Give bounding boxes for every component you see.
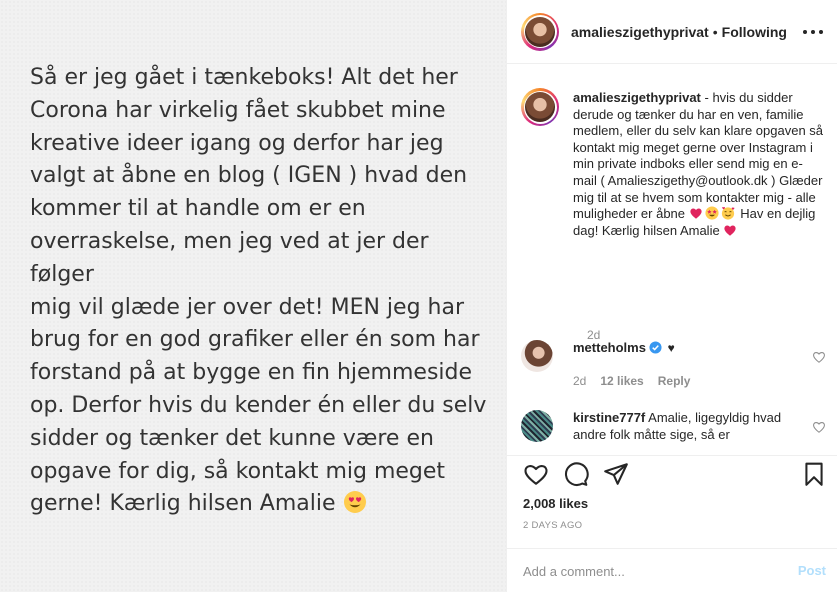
comment-timestamp[interactable]: 2d (573, 374, 587, 388)
caption-body: - hvis du sidder derude og tænker du har en ven, familie medlem, eller du selv kan klare opgaven så kontakt mig meget gerne over Instagram i min private indboks eller send mig en e-mail ( Amalieszigethy@outlook.dk ) Glæder mig til at se hvem som kontakter mig - alle muligheder er åbne (573, 90, 824, 222)
post-image-text-content: Så er jeg gået i tænkeboks! Alt det her Corona har virkelig fået skubbet mine kreative ideer igang og derfor har jeg valgt at åbne en blog ( IGEN ) hvad den kommer til at handle om er en overraskelse, men jeg ved at jer der følger mig vil glæde jer over det! MEN jeg har brug for en god grafiker eller én som har forstand på at bygge en fin hjemmeside op. Derfor hvis du kender én eller du selv sidder og tænker det kunne være en opgave for dig, så kontakt mig meget gerne! Kærlig hilsen Amalie (30, 65, 487, 517)
comment-reply-button[interactable]: Reply (657, 374, 691, 388)
caption-username-link[interactable]: amalieszigethyprivat (573, 90, 701, 105)
add-comment-input[interactable] (523, 561, 773, 581)
red-heart-icon (689, 206, 703, 220)
author-avatar[interactable] (521, 13, 559, 51)
likes-count-link[interactable]: 2,008 likes (523, 496, 589, 511)
post-age-timestamp[interactable]: 2 DAYS AGO (523, 520, 583, 531)
post-comment-button[interactable]: Post (797, 563, 826, 578)
more-options-icon[interactable] (803, 22, 823, 42)
comment-body: ♥ (667, 341, 675, 355)
like-heart-icon[interactable] (523, 461, 549, 487)
caption-text (573, 90, 825, 239)
verified-badge-icon (649, 341, 662, 354)
commenter-username-link[interactable]: kirstine777f (573, 410, 646, 425)
caption-body-end: Hav en dejlig dag! Kærlig hilsen Amalie (573, 206, 816, 238)
following-button[interactable]: Following (721, 23, 787, 40)
post-side-panel (506, 0, 837, 592)
post-image-text (30, 62, 490, 521)
add-comment-bar (507, 548, 837, 592)
commenter-avatar[interactable] (521, 340, 553, 372)
star-struck-emoji-icon (705, 206, 719, 220)
caption-avatar[interactable] (521, 88, 559, 126)
comment-text (573, 410, 795, 443)
smiling-hearts-emoji-icon (721, 206, 735, 220)
red-heart-icon (723, 223, 737, 237)
author-username-link[interactable]: amalieszigethyprivat (571, 23, 709, 40)
heart-eyes-emoji-icon (343, 490, 367, 514)
comment-likes-link[interactable]: 12 likes (600, 374, 644, 388)
bookmark-save-icon[interactable] (801, 461, 827, 487)
caption-timestamp[interactable]: 2d (587, 328, 601, 342)
commenter-avatar[interactable] (521, 410, 553, 442)
share-paper-plane-icon[interactable] (603, 461, 629, 487)
comment-meta (573, 374, 690, 388)
comment-like-heart-icon[interactable] (812, 420, 826, 434)
comments-section[interactable] (507, 64, 837, 455)
commenter-username-link[interactable]: metteholms (573, 340, 646, 355)
comment-bubble-icon[interactable] (563, 461, 589, 487)
header-separator: • (712, 23, 718, 40)
post-header (507, 0, 837, 64)
author-avatar-photo (525, 17, 555, 47)
comment-body: Amalie, ligegyldig hvad andre folk måtte sige, så er (573, 410, 782, 442)
comment-like-heart-icon[interactable] (812, 350, 826, 364)
comment-text (573, 340, 795, 357)
